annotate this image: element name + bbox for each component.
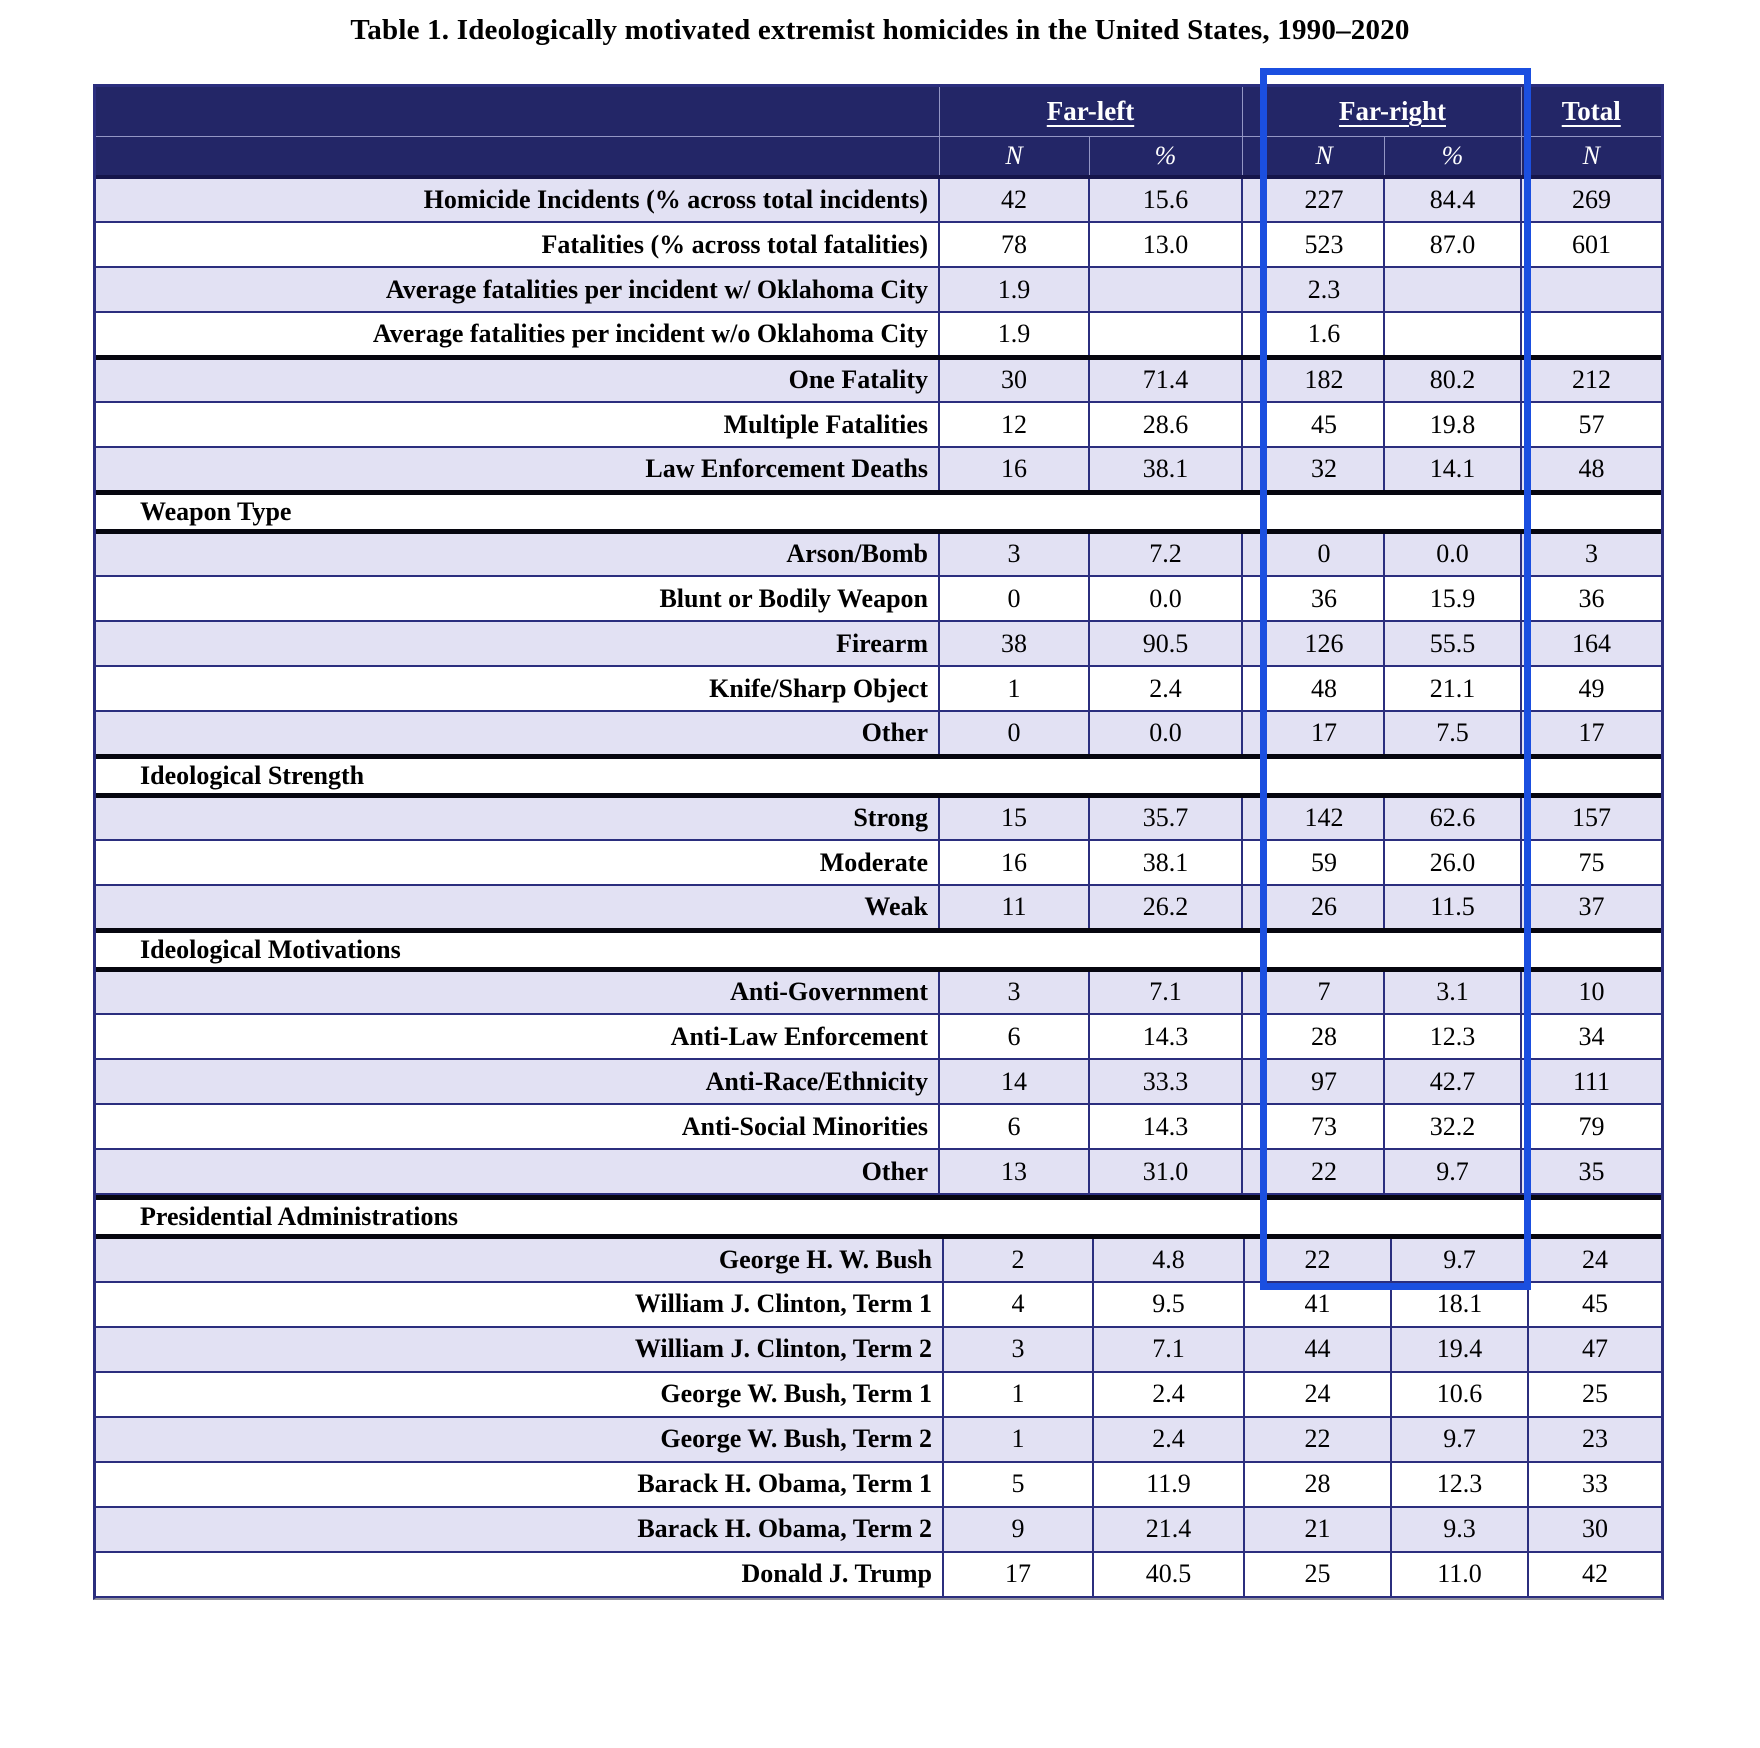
header-empty-cell [96,136,939,177]
spacer-cell [1242,402,1264,447]
value-cell [1521,267,1661,312]
row-label: Moderate [96,840,939,885]
value-cell: 38.1 [1089,447,1242,492]
value-cell: 182 [1264,357,1384,402]
table-header [96,87,1661,177]
row-label: Fatalities (% across total fatalities) [96,222,939,267]
spacer-cell [1242,1059,1264,1104]
value-cell: 71.4 [1089,357,1242,402]
value-cell [1089,312,1242,357]
spacer-cell [1242,1014,1264,1059]
value-cell: 42 [1528,1552,1661,1597]
value-cell: 45 [1528,1282,1661,1327]
row-label: Other [96,1149,939,1194]
table-row [96,447,1661,492]
value-cell: 9.7 [1384,1149,1521,1194]
section-header-row [96,756,1661,795]
value-cell: 0.0 [1089,576,1242,621]
row-label: Anti-Race/Ethnicity [96,1059,939,1104]
value-cell: 6 [939,1104,1089,1149]
row-label: George W. Bush, Term 1 [96,1372,943,1417]
spacer-cell [1242,1149,1264,1194]
value-cell [1521,312,1661,357]
value-cell: 15.9 [1384,576,1521,621]
spacer-cell [1242,1104,1264,1149]
column-subheader-row [96,136,1661,177]
value-cell: 28.6 [1089,402,1242,447]
table-row [96,267,1661,312]
value-cell: 13.0 [1089,222,1242,267]
row-label: George W. Bush, Term 2 [96,1417,943,1462]
value-cell: 14 [939,1059,1089,1104]
value-cell: 111 [1521,1059,1661,1104]
value-cell: 26.2 [1089,885,1242,930]
value-cell: 142 [1264,795,1384,840]
value-cell: 26.0 [1384,840,1521,885]
value-cell: 32 [1264,447,1384,492]
spacer-cell [1242,666,1264,711]
row-label: Barack H. Obama, Term 1 [96,1462,943,1507]
value-cell: 18.1 [1391,1282,1528,1327]
value-cell: 90.5 [1089,621,1242,666]
value-cell: 157 [1521,795,1661,840]
value-cell: 42 [939,177,1089,222]
row-label: William J. Clinton, Term 2 [96,1327,943,1372]
row-label: Barack H. Obama, Term 2 [96,1507,943,1552]
row-label: Average fatalities per incident w/o Oklahoma City [96,312,939,357]
row-label: William J. Clinton, Term 1 [96,1282,943,1327]
value-cell: 35.7 [1089,795,1242,840]
value-cell: 49 [1521,666,1661,711]
value-cell: 14.3 [1089,1104,1242,1149]
value-cell: 3 [943,1327,1093,1372]
value-cell: 9 [943,1507,1093,1552]
spacer-cell [1242,576,1264,621]
spacer-cell [1242,267,1264,312]
value-cell: 25 [1244,1552,1391,1597]
value-cell: 7 [1264,969,1384,1014]
value-cell: 41 [1244,1282,1391,1327]
value-cell: 4.8 [1093,1237,1244,1282]
section-header-row [96,492,1661,531]
spacer-cell [1242,711,1264,756]
value-cell: 84.4 [1384,177,1521,222]
value-cell: 9.5 [1093,1282,1244,1327]
value-cell: 34 [1521,1014,1661,1059]
table-row [96,1149,1661,1194]
value-cell: 2.3 [1264,267,1384,312]
value-cell: 11.0 [1391,1552,1528,1597]
row-label: Knife/Sharp Object [96,666,939,711]
value-cell: 523 [1264,222,1384,267]
table-title: Table 1. Ideologically motivated extremist homicides in the United States, 1990–2020 [350,14,1410,46]
col-group-far-left: Far-left [939,87,1242,136]
value-cell: 5 [943,1462,1093,1507]
table-row [96,1462,1661,1507]
value-cell: 12.3 [1391,1462,1528,1507]
value-cell: 42.7 [1384,1059,1521,1104]
value-cell: 9.7 [1391,1237,1528,1282]
total-n-header: N [1521,136,1661,177]
value-cell: 3 [1521,531,1661,576]
table-row [96,1372,1661,1417]
value-cell: 7.2 [1089,531,1242,576]
header-spacer-cell [1242,87,1264,136]
spacer-cell [1242,312,1264,357]
far-right-n-header: N [1264,136,1384,177]
value-cell: 14.1 [1384,447,1521,492]
header-spacer-cell [1242,136,1264,177]
value-cell: 28 [1244,1462,1391,1507]
value-cell: 164 [1521,621,1661,666]
table-row [96,1059,1661,1104]
value-cell: 35 [1521,1149,1661,1194]
value-cell: 7.5 [1384,711,1521,756]
value-cell: 3 [939,531,1089,576]
value-cell: 0.0 [1384,531,1521,576]
value-cell: 15.6 [1089,177,1242,222]
row-label: Average fatalities per incident w/ Oklahoma City [96,267,939,312]
value-cell: 16 [939,447,1089,492]
value-cell: 33.3 [1089,1059,1242,1104]
value-cell: 48 [1264,666,1384,711]
row-label: Anti-Government [96,969,939,1014]
table-row [96,1104,1661,1149]
value-cell: 17 [943,1552,1093,1597]
value-cell: 1.6 [1264,312,1384,357]
col-group-total: Total [1521,87,1661,136]
spacer-cell [1242,357,1264,402]
row-label: Weak [96,885,939,930]
value-cell: 22 [1244,1417,1391,1462]
main-table [96,87,1661,1195]
spacer-cell [1242,621,1264,666]
value-cell: 38.1 [1089,840,1242,885]
row-label: Anti-Law Enforcement [96,1014,939,1059]
spacer-cell [1242,885,1264,930]
value-cell: 0 [939,711,1089,756]
value-cell: 78 [939,222,1089,267]
section-header-row [96,930,1661,969]
value-cell: 79 [1521,1104,1661,1149]
col-group-far-right: Far-right [1264,87,1521,136]
value-cell: 126 [1264,621,1384,666]
table-row [96,1327,1661,1372]
value-cell: 37 [1521,885,1661,930]
value-cell: 38 [939,621,1089,666]
table-row [96,1417,1661,1462]
header-empty-cell [96,87,939,136]
value-cell: 36 [1264,576,1384,621]
table-row [96,402,1661,447]
value-cell: 19.8 [1384,402,1521,447]
table-row [96,531,1661,576]
value-cell: 14.3 [1089,1014,1242,1059]
value-cell: 1.9 [939,267,1089,312]
value-cell: 59 [1264,840,1384,885]
table-row [96,711,1661,756]
value-cell: 11.5 [1384,885,1521,930]
row-label: Strong [96,795,939,840]
value-cell: 21.1 [1384,666,1521,711]
value-cell: 22 [1264,1149,1384,1194]
spacer-cell [1242,795,1264,840]
table-row [96,1237,1661,1282]
value-cell: 19.4 [1391,1327,1528,1372]
value-cell: 24 [1244,1372,1391,1417]
value-cell: 73 [1264,1104,1384,1149]
spacer-cell [1242,222,1264,267]
value-cell: 17 [1264,711,1384,756]
spacer-cell [1242,969,1264,1014]
value-cell [1384,267,1521,312]
value-cell: 1 [939,666,1089,711]
row-label: Homicide Incidents (% across total incidents) [96,177,939,222]
section-header: Ideological Motivations [96,930,1661,969]
value-cell: 40.5 [1093,1552,1244,1597]
value-cell: 1 [943,1417,1093,1462]
far-right-pct-header: % [1384,136,1521,177]
table-row [96,666,1661,711]
row-label: Arson/Bomb [96,531,939,576]
value-cell: 0 [939,576,1089,621]
table-row [96,177,1661,222]
value-cell: 30 [1528,1507,1661,1552]
value-cell: 36 [1521,576,1661,621]
value-cell: 33 [1528,1462,1661,1507]
value-cell: 47 [1528,1327,1661,1372]
far-left-pct-header: % [1089,136,1242,177]
value-cell: 2.4 [1089,666,1242,711]
value-cell: 15 [939,795,1089,840]
value-cell: 17 [1521,711,1661,756]
value-cell: 6 [939,1014,1089,1059]
value-cell: 25 [1528,1372,1661,1417]
value-cell: 7.1 [1093,1327,1244,1372]
section-header: Ideological Strength [96,756,1661,795]
value-cell: 97 [1264,1059,1384,1104]
value-cell: 10.6 [1391,1372,1528,1417]
value-cell: 57 [1521,402,1661,447]
row-label: Firearm [96,621,939,666]
value-cell: 13 [939,1149,1089,1194]
value-cell: 0.0 [1089,711,1242,756]
spacer-cell [1242,177,1264,222]
value-cell: 12 [939,402,1089,447]
table-row [96,1552,1661,1597]
value-cell: 1 [943,1372,1093,1417]
spacer-cell [1242,531,1264,576]
value-cell: 2.4 [1093,1372,1244,1417]
value-cell: 26 [1264,885,1384,930]
value-cell: 80.2 [1384,357,1521,402]
value-cell: 12.3 [1384,1014,1521,1059]
row-label: One Fatality [96,357,939,402]
spacer-cell [1242,447,1264,492]
row-label: Blunt or Bodily Weapon [96,576,939,621]
value-cell [1089,267,1242,312]
value-cell [1384,312,1521,357]
table-row [96,312,1661,357]
value-cell: 4 [943,1282,1093,1327]
table-row [96,621,1661,666]
value-cell: 3 [939,969,1089,1014]
value-cell: 9.7 [1391,1417,1528,1462]
value-cell: 16 [939,840,1089,885]
value-cell: 601 [1521,222,1661,267]
table-row [96,1014,1661,1059]
value-cell: 1.9 [939,312,1089,357]
value-cell: 31.0 [1089,1149,1242,1194]
presidential-table [96,1195,1661,1598]
value-cell: 48 [1521,447,1661,492]
row-label: Multiple Fatalities [96,402,939,447]
row-label: George H. W. Bush [96,1237,943,1282]
table-row [96,885,1661,930]
value-cell: 212 [1521,357,1661,402]
value-cell: 11.9 [1093,1462,1244,1507]
section-header: Weapon Type [96,492,1661,531]
column-group-row [96,87,1661,136]
value-cell: 9.3 [1391,1507,1528,1552]
value-cell: 7.1 [1089,969,1242,1014]
table-row [96,1507,1661,1552]
value-cell: 227 [1264,177,1384,222]
value-cell: 45 [1264,402,1384,447]
value-cell: 21 [1244,1507,1391,1552]
row-label: Law Enforcement Deaths [96,447,939,492]
table-row [96,576,1661,621]
value-cell: 10 [1521,969,1661,1014]
value-cell: 2 [943,1237,1093,1282]
section-header: Presidential Administrations [96,1198,1661,1237]
value-cell: 55.5 [1384,621,1521,666]
table-row [96,1282,1661,1327]
value-cell: 3.1 [1384,969,1521,1014]
value-cell: 23 [1528,1417,1661,1462]
value-cell: 0 [1264,531,1384,576]
value-cell: 22 [1244,1237,1391,1282]
spacer-cell [1242,840,1264,885]
value-cell: 28 [1264,1014,1384,1059]
table-row [96,222,1661,267]
section-header-row [96,1198,1661,1237]
value-cell: 21.4 [1093,1507,1244,1552]
value-cell: 62.6 [1384,795,1521,840]
row-label: Other [96,711,939,756]
value-cell: 269 [1521,177,1661,222]
table-row [96,357,1661,402]
value-cell: 2.4 [1093,1417,1244,1462]
far-left-n-header: N [939,136,1089,177]
value-cell: 11 [939,885,1089,930]
value-cell: 75 [1521,840,1661,885]
value-cell: 44 [1244,1327,1391,1372]
row-label: Anti-Social Minorities [96,1104,939,1149]
table-row [96,795,1661,840]
value-cell: 24 [1528,1237,1661,1282]
value-cell: 32.2 [1384,1104,1521,1149]
table-row [96,840,1661,885]
value-cell: 87.0 [1384,222,1521,267]
table-row [96,969,1661,1014]
data-table-wrapper [93,84,1664,1600]
value-cell: 30 [939,357,1089,402]
row-label: Donald J. Trump [96,1552,943,1597]
